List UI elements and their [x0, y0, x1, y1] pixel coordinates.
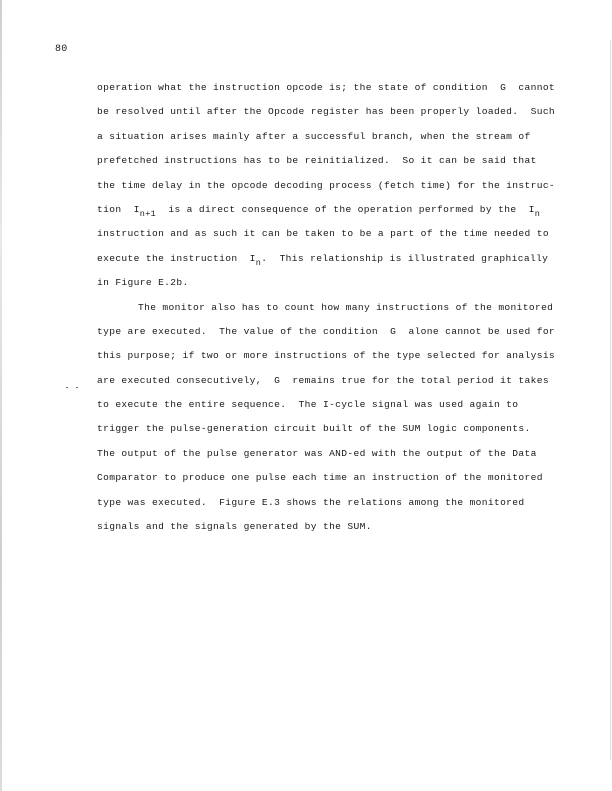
text-run: . This relationship is illustrated graphically [261, 252, 549, 264]
scan-speck [76, 387, 78, 388]
text-line [97, 154, 557, 178]
text-line [97, 105, 557, 129]
text-run: in Figure E.2b. [97, 277, 189, 289]
text-line [97, 301, 557, 325]
text-run: is a direct consequence of the operation performed by the I [156, 203, 535, 215]
text-run: this purpose; if two or more instructions of the type selected for analysis [97, 350, 556, 362]
text-line [97, 374, 557, 398]
text-run: The monitor also has to count how many instructions of the monitored [138, 301, 554, 313]
text-run: be resolved until after the Opcode register has been properly loaded. Such [97, 106, 556, 118]
text-line [97, 471, 557, 495]
text-line [97, 179, 557, 203]
text-line [97, 203, 557, 227]
text-run: the time delay in the opcode decoding process (fetch time) for the instruc- [97, 179, 556, 191]
scan-speck [66, 387, 68, 388]
body-text [97, 81, 557, 544]
text-run: type are executed. The value of the condition G alone cannot be used for [97, 325, 556, 337]
text-run: The output of the pulse generator was AND-ed with the output of the Data [97, 447, 537, 459]
text-line [97, 520, 557, 544]
subscript: n+1 [139, 208, 157, 219]
page-number: 80 [55, 44, 68, 55]
text-line [97, 227, 557, 251]
text-line [97, 349, 557, 373]
text-line [97, 325, 557, 349]
text-line [97, 276, 557, 300]
text-run: instruction and as such it can be taken to be a part of the time needed to [97, 228, 549, 240]
text-run: Comparator to produce one pulse each time an instruction of the monitored [97, 472, 543, 484]
text-run: trigger the pulse-generation circuit built of the SUM logic components. [97, 423, 531, 435]
text-line [97, 81, 557, 105]
text-run: a situation arises mainly after a successful branch, when the stream of [97, 130, 531, 142]
text-run: signals and the signals generated by the SUM. [97, 521, 372, 533]
text-line [97, 130, 557, 154]
text-line [97, 422, 557, 446]
subscript: n [255, 257, 262, 268]
scan-right-edge [610, 40, 611, 760]
text-run: execute the instruction I [97, 252, 256, 264]
text-run: tion I [97, 203, 140, 215]
text-line [97, 447, 557, 471]
text-run: operation what the instruction opcode is; the state of condition G cannot [97, 82, 556, 93]
text-run: are executed consecutively, G remains true for the total period it takes [97, 374, 549, 386]
text-line [97, 252, 557, 276]
scan-left-edge [0, 0, 2, 791]
text-run: to execute the entire sequence. The I-cycle signal was used again to [97, 399, 519, 411]
text-run: prefetched instructions has to be reinitialized. So it can be said that [97, 155, 537, 167]
text-run: type was executed. Figure E.3 shows the relations among the monitored [97, 496, 525, 508]
subscript: n [534, 208, 541, 219]
text-line [97, 398, 557, 422]
text-line [97, 496, 557, 520]
